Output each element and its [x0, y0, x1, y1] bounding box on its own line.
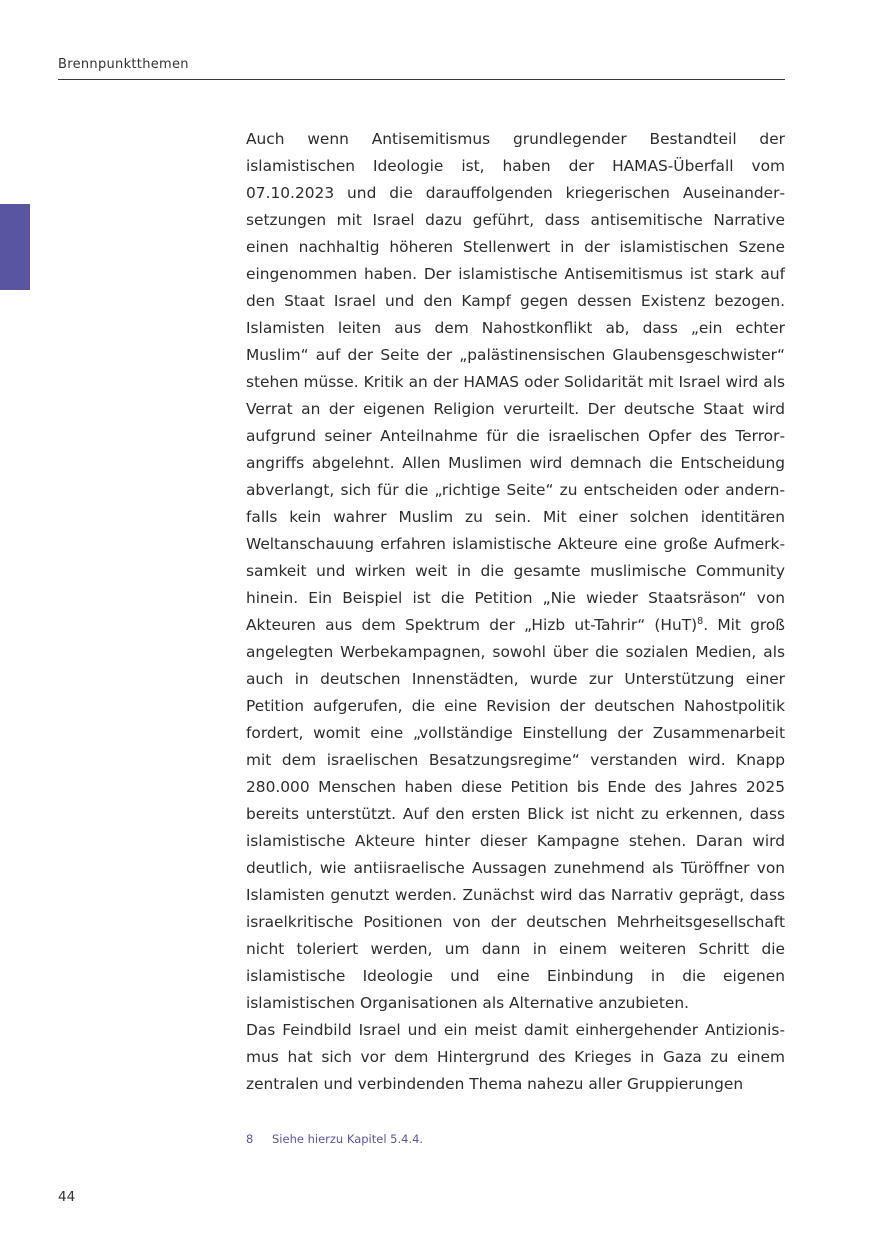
running-head: Brennpunktthemen — [58, 57, 189, 72]
paragraph-1-part-2: . Mit groß angelegten Werbekampagnen, sowohl über die sozialen Medien, als auch in deutschen Innenstädten, wurde zur Unterstützung einer Petition aufgerufen, die eine Revision der deutschen Nahostpolitik fordert, womit eine „vollständige Einstellung der Zusammenarbeit mit dem israelischen Besatzungsregime“ verstanden wird. Knapp 280.000 Menschen haben diese Petition bis Ende des Jahres 2025 bereits unterstützt. Auf den ersten Blick ist nicht zu erkennen, dass islamistische Akteure hinter dieser Kampagne stehen. Daran wird deutlich, wie antiisraelische Aussagen zunehmend als Türöffner von Islamisten genutzt werden. Zunächst wird das Narrativ geprägt, dass israelkritische Positionen von der deutschen Mehrheitsgesellschaft nicht toleriert werden, um dann in einem weiteren Schritt die islamistische Ideologie und eine Einbindung in die eigenen islamistischen Organisationen als Alternative anzubieten. — [246, 616, 785, 1012]
footnote-text: Siehe hierzu Kapitel 5.4.4. — [272, 1132, 424, 1146]
page-number: 44 — [58, 1189, 76, 1205]
footnote-number: 8 — [246, 1132, 254, 1146]
header-rule — [58, 79, 785, 80]
footnote — [246, 1132, 423, 1146]
footnote-reference[interactable]: 8 — [697, 615, 704, 627]
chapter-marker-tab — [0, 204, 30, 290]
paragraph-2: Das Feindbild Israel und ein meist damit einhergehender Antizionismus hat sich vor dem Hintergrund des Krieges in Gaza zu einem zentralen und verbindenden Thema nahezu aller Gruppierungen — [246, 1021, 785, 1093]
paragraph-1 — [246, 126, 785, 1017]
paragraph-1-part-1: Auch wenn Antisemitismus grundlegender Bestandteil der islamistischen Ideologie ist, haben der HAMAS-Überfall vom 07.10.2023 und die darauffolgenden kriegerischen Auseinandersetzungen mit Israel dazu geführt, dass antisemitische Narrative einen nachhaltig höheren Stellenwert in der islamistischen Szene eingenommen haben. Der islamistische Antisemitismus ist stark auf den Staat Israel und den Kampf gegen dessen Existenz bezogen. Islamisten leiten aus dem Nahostkonflikt ab, dass „ein echter Muslim“ auf der Seite der „palästinensischen Glaubensgeschwister“ stehen müsse. Kritik an der HAMAS oder Solidarität mit Israel wird als Verrat an der eigenen Religion verurteilt. Der deutsche Staat wird aufgrund seiner Anteilnahme für die israelischen Opfer des Terrorangriffs abgelehnt. Allen Muslimen wird demnach die Entscheidung abverlangt, sich für die „richtige Seite“ zu entscheiden oder andernfalls kein wahrer Muslim zu sein. Mit einer solchen identitären Weltanschauung erfahren islamistische Akteure eine große Aufmerksamkeit und wirken weit in die gesamte muslimische Community hinein. Ein Beispiel ist die Petition „Nie wieder Staatsräson“ von Akteuren aus dem Spektrum der „Hizb ut-Tahrir“ (HuT) — [246, 130, 785, 634]
body-text — [246, 126, 785, 1098]
